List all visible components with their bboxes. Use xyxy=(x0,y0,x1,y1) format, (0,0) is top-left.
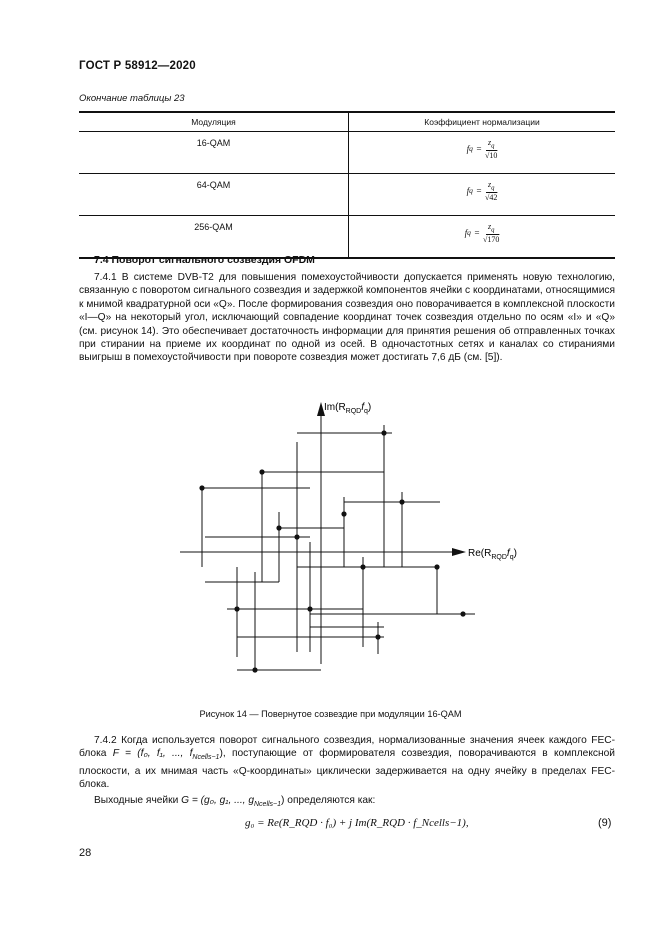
x-axis-label: $Re(R_{RQD}f_q)$ xyxy=(468,548,517,561)
section-title: 7.4 Поворот сигнального созвездия OFDM xyxy=(94,254,315,266)
coefficient-cell xyxy=(349,174,616,216)
constellation-point xyxy=(234,606,239,611)
paragraph-7-4-2 xyxy=(79,734,615,811)
cell-vector-G-sub: Ncells−1 xyxy=(254,800,282,808)
formula-fraction: $\frac{z_q}{√10}$ xyxy=(484,138,498,160)
text-run: 7.4.2 Когда используется поворот сигнального созвездия, нормализованные значения ячеек каждого FEC-блока xyxy=(79,735,615,760)
page-number: 28 xyxy=(79,847,92,859)
paragraph-text: 7.4.1 В системе DVB-T2 для повышения помехоустойчивости допускается применять новую технологию, связанную с поворотом сигнального созвездия и задержкой компонентов ячейки с координатами, относящимися к мнимой квадратурной оси «Q». После формирования созвездия оно поворачивается в комплексной плоскости «I—Q» на некоторый угол, исключающий совпадение координат точек созвездия отдельно по осям «I» и «Q» (см. рисунок 14). Это обеспечивает достаточность информации для принятия решения об отправленных точках при стирании на приеме их координат по одной из осей. В одночастотных сетях и каналах со стираниями выигрыш в помехоустойчивости при повороте созвездия может достигать 7,6 дБ (см. [5]). xyxy=(79,272,615,364)
y-axis-label: $Im(R_{RQD}f_q)$ xyxy=(324,402,372,415)
cell-vector-F-sub: Ncells−1 xyxy=(192,754,220,762)
table-header-row xyxy=(79,112,615,132)
formula-z-sub: q xyxy=(491,184,495,192)
table-row xyxy=(79,216,615,259)
formula-f-sub: q xyxy=(469,144,473,154)
formula-f-sub: q xyxy=(469,186,473,196)
formula-equals: = xyxy=(473,227,480,238)
formula-z-sub: q xyxy=(491,226,495,234)
grid-lines xyxy=(180,410,475,670)
constellation-point xyxy=(360,564,365,569)
formula-fraction: $\frac{z_q}{√42}$ xyxy=(484,180,498,202)
cell-vector-G: G = (g₀, g₁, ..., g xyxy=(181,794,254,806)
formula-f: f xyxy=(466,143,470,154)
column-header-coefficient: Коэффициент нормализации xyxy=(349,112,616,132)
constellation-point xyxy=(307,606,312,611)
column-header-modulation: Модуляция xyxy=(79,112,349,132)
table-caption: Окончание таблицы 23 xyxy=(79,93,185,104)
formula-denominator: 10 xyxy=(489,150,498,160)
constellation-point xyxy=(399,499,404,504)
formula-z-sub: q xyxy=(491,142,495,150)
constellation-point xyxy=(259,469,264,474)
formula-z: z xyxy=(487,138,492,147)
x-axis-arrow xyxy=(452,548,466,556)
constellation-point xyxy=(199,485,204,490)
coefficient-formula xyxy=(467,180,498,202)
coefficient-formula xyxy=(465,222,500,244)
modulation-cell: 64-QAM xyxy=(79,174,349,216)
formula-z: z xyxy=(487,180,492,189)
constellation-point xyxy=(460,611,465,616)
formula-fraction: $\frac{z_q}{√170}$ xyxy=(482,222,500,244)
formula-f-sub: q xyxy=(467,228,471,238)
coefficient-cell xyxy=(349,132,616,174)
constellation-point xyxy=(375,634,380,639)
text-run: ) xyxy=(219,748,223,760)
constellation-point xyxy=(381,430,386,435)
constellation-point xyxy=(341,511,346,516)
text-run: определяются как: xyxy=(284,794,376,806)
text-run: ) xyxy=(281,794,285,806)
text-run: , поступающие от формирователя созвездия, поворачиваются в комплексной плоскости, а их мнимая часть «Q-координаты» циклически задерживается на одну ячейку в пределах FEC-блока. xyxy=(79,748,615,791)
constellation-point xyxy=(276,525,281,530)
text-run: Выходные ячейки xyxy=(94,794,182,806)
formula-equals: = xyxy=(475,185,482,196)
cell-vector-F: F = (f₀, f₁, ..., f xyxy=(112,748,193,760)
constellation-point xyxy=(434,564,439,569)
modulation-cell: 256-QAM xyxy=(79,216,349,259)
formula-denominator: 170 xyxy=(487,234,500,244)
formula-equals: = xyxy=(475,143,482,154)
document-header: ГОСТ Р 58912—2020 xyxy=(79,60,196,72)
table-row xyxy=(79,174,615,216)
equation-9: g₀ = Re(R_RQD · f₀) + j Im(R_RQD · f_Ncells−1), xyxy=(245,817,469,829)
modulation-cell: 16-QAM xyxy=(79,132,349,174)
equation-number: (9) xyxy=(598,817,612,829)
constellation-point xyxy=(294,534,299,539)
formula-denominator: 42 xyxy=(489,192,498,202)
coefficient-formula xyxy=(467,138,498,160)
rotated-constellation-figure xyxy=(0,392,661,702)
paragraph-text xyxy=(79,734,615,792)
paragraph-7-4-1 xyxy=(79,271,615,365)
formula-f: f xyxy=(466,185,470,196)
coefficient-cell xyxy=(349,216,616,259)
normalization-table xyxy=(79,111,615,259)
table-row xyxy=(79,132,615,174)
formula-z: z xyxy=(487,222,492,231)
formula-f: f xyxy=(464,227,468,238)
constellation-point xyxy=(252,667,257,672)
paragraph-text xyxy=(79,794,615,811)
figure-caption: Рисунок 14 — Повернутое созвездие при модуляции 16-QAM xyxy=(199,709,462,719)
